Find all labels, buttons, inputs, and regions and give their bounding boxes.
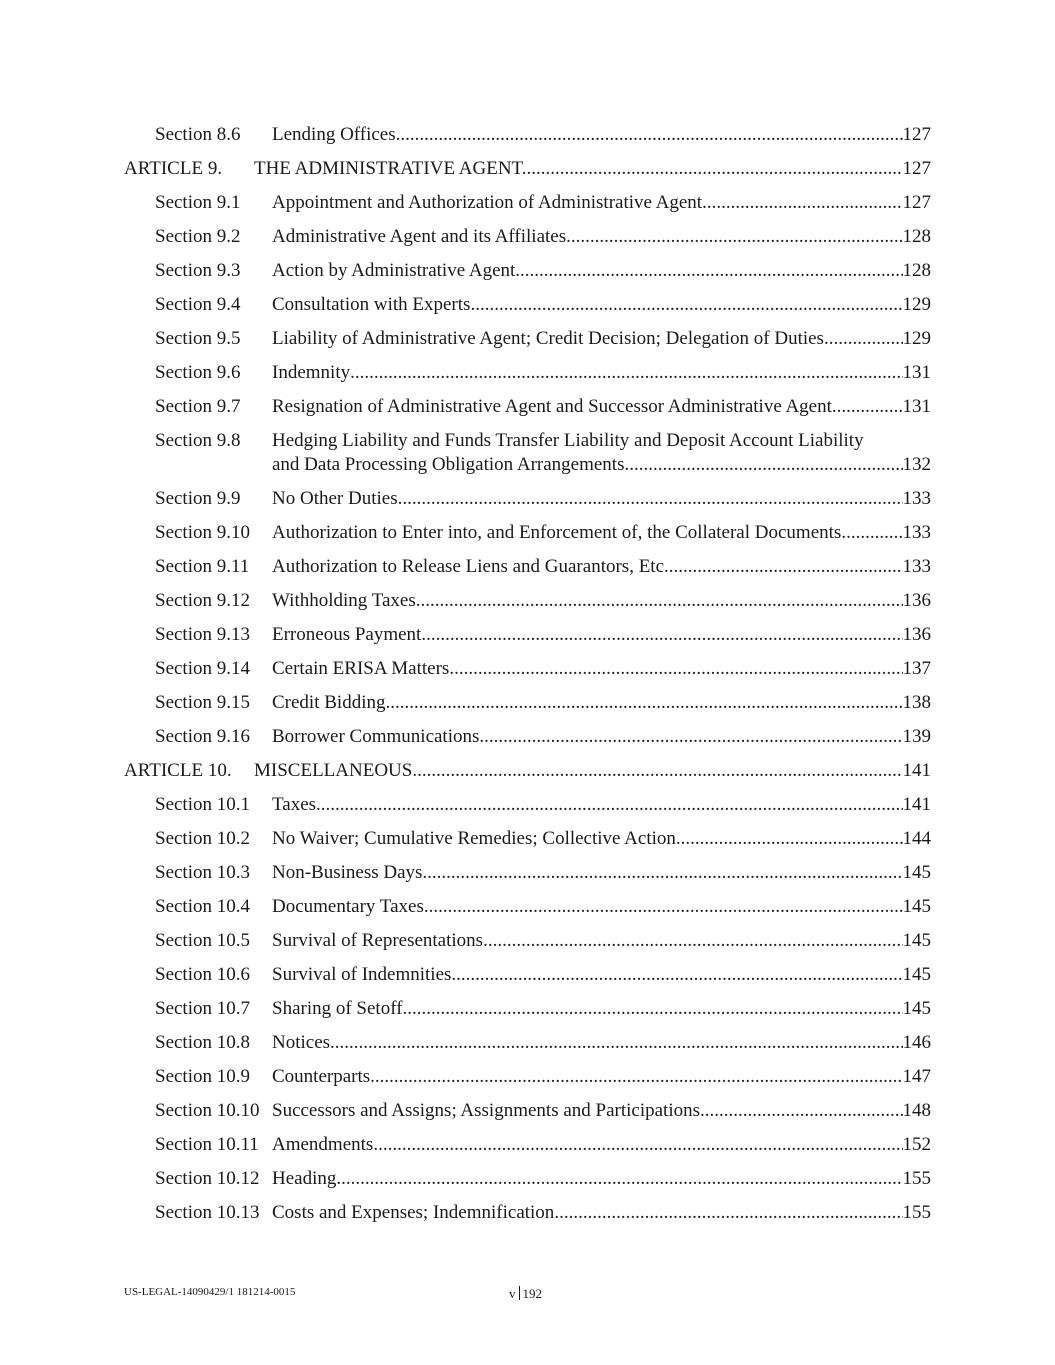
toc-entry-title: Sharing of Setoff: [272, 998, 403, 1019]
toc-entry-page: 129: [902, 328, 931, 349]
toc-entry-title-block: [272, 293, 931, 317]
dot-leader: [416, 589, 903, 613]
toc-entry-title-block: [272, 555, 931, 579]
toc-entry-title-block: [272, 487, 931, 511]
toc-entry-title: Resignation of Administrative Agent and Successor Administrative Agent: [272, 396, 832, 417]
dot-leader: [702, 191, 902, 215]
toc-entry-page: 147: [902, 1066, 931, 1087]
toc-entry-number: Section 10.3: [155, 862, 250, 883]
dot-leader: [527, 157, 903, 181]
toc-entry-number: Section 9.10: [155, 522, 250, 543]
dot-leader: [417, 759, 902, 783]
toc-entry-page: 129: [902, 294, 931, 315]
toc-entry-title-block: [272, 1167, 931, 1191]
toc-entry-number: Section 8.6: [155, 124, 241, 145]
toc-entry-title-block: [272, 191, 931, 215]
toc-entry-title-block: [272, 1031, 931, 1055]
toc-entry-page: 133: [902, 556, 931, 577]
dot-leader: [373, 1133, 902, 1157]
toc-entry-number: Section 9.13: [155, 624, 250, 645]
toc-section-entry[interactable]: [0, 793, 1055, 827]
toc-entry-number: Section 9.1: [155, 192, 241, 213]
dot-leader: [396, 123, 903, 147]
toc-section-entry[interactable]: [0, 623, 1055, 657]
toc-entry-number: Section 9.2: [155, 226, 241, 247]
toc-section-entry[interactable]: [0, 1167, 1055, 1201]
toc-article-entry[interactable]: [0, 759, 1055, 793]
toc-entry-number: Section 10.5: [155, 930, 250, 951]
toc-entry-title-block: [272, 395, 931, 419]
toc-entry-title-block: [272, 361, 931, 385]
toc-entry-title: Authorization to Release Liens and Guarantors, Etc: [272, 556, 665, 577]
toc-entry-page: 155: [902, 1168, 931, 1189]
toc-entry-page: 141: [902, 760, 931, 781]
toc-section-entry[interactable]: [0, 963, 1055, 997]
toc-section-entry[interactable]: [0, 929, 1055, 963]
toc-section-entry[interactable]: [0, 827, 1055, 861]
toc-entry-page: 146: [902, 1032, 931, 1053]
toc-entry-page: 155: [902, 1202, 931, 1223]
toc-section-entry[interactable]: [0, 725, 1055, 759]
dot-leader: [483, 929, 902, 953]
toc-section-entry[interactable]: [0, 1133, 1055, 1167]
toc-entry-page: 131: [902, 362, 931, 383]
toc-entry-title: Credit Bidding: [272, 692, 386, 713]
toc-entry-title-block: [272, 521, 931, 545]
toc-entry-page: 128: [902, 226, 931, 247]
toc-entry-title-block: [272, 429, 931, 477]
toc-section-entry[interactable]: [0, 1201, 1055, 1235]
toc-entry-title: Heading: [272, 1168, 337, 1189]
toc-entry-page: 145: [902, 896, 931, 917]
toc-entry-title: Appointment and Authorization of Administrative Agent: [272, 192, 703, 213]
dot-leader: [824, 327, 903, 351]
toc-section-entry[interactable]: [0, 657, 1055, 691]
toc-entry-page: 145: [902, 964, 931, 985]
toc-entry-number: Section 9.4: [155, 294, 241, 315]
toc-entry-number: Section 9.14: [155, 658, 250, 679]
toc-entry-page: 145: [902, 998, 931, 1019]
dot-leader: [449, 657, 902, 681]
toc-section-entry[interactable]: [0, 487, 1055, 521]
toc-entry-title: Amendments: [272, 1134, 374, 1155]
toc-entry-title-block: [272, 1065, 931, 1089]
toc-entry-title-block: [272, 589, 931, 613]
toc-entry-title: Action by Administrative Agent: [272, 260, 516, 281]
dot-leader: [422, 861, 902, 885]
dot-leader: [336, 1167, 902, 1191]
toc-entry-page: 139: [902, 726, 931, 747]
toc-entry-title: Costs and Expenses; Indemnification: [272, 1202, 555, 1223]
toc-entry-title: Liability of Administrative Agent; Credit Decision; Delegation of Duties: [272, 328, 824, 349]
toc-entry-title: Lending Offices: [272, 124, 396, 145]
toc-article-entry[interactable]: [0, 157, 1055, 191]
toc-entry-title-block: [272, 123, 931, 147]
toc-entry-title: Non-Business Days: [272, 862, 423, 883]
toc-entry-page: 127: [902, 192, 931, 213]
toc-entry-number: ARTICLE 10.: [124, 760, 232, 781]
toc-entry-title: Administrative Agent and its Affiliates: [272, 226, 567, 247]
toc-entry-title: Survival of Representations: [272, 930, 484, 951]
dot-leader: [385, 691, 902, 715]
toc-entry-title-block: [272, 1201, 931, 1225]
toc-entry-title-block: [272, 225, 931, 249]
toc-entry-title-block: [272, 963, 931, 987]
dot-leader: [676, 827, 903, 851]
toc-section-entry[interactable]: [0, 691, 1055, 725]
toc-entry-number: Section 9.8: [155, 430, 241, 451]
toc-entry-title: Consultation with Experts: [272, 294, 471, 315]
toc-entry-page: 145: [902, 862, 931, 883]
toc-entry-page: 127: [902, 158, 931, 179]
toc-entry-title-block: [254, 759, 931, 783]
toc-entry-title-block: [272, 327, 931, 351]
toc-section-entry[interactable]: [0, 589, 1055, 623]
toc-section-entry[interactable]: [0, 861, 1055, 895]
dot-leader: [841, 521, 902, 545]
toc-entry-page: 136: [902, 624, 931, 645]
toc-entry-page: 127: [902, 124, 931, 145]
toc-section-entry[interactable]: [0, 123, 1055, 157]
toc-entry-number: Section 10.10: [155, 1100, 260, 1121]
dot-leader: [451, 963, 902, 987]
toc-entry-number: Section 9.9: [155, 488, 241, 509]
toc-entry-title: Survival of Indemnities: [272, 964, 452, 985]
toc-entry-page: 131: [902, 396, 931, 417]
toc-entry-page: 137: [902, 658, 931, 679]
toc-entry-number: Section 9.16: [155, 726, 250, 747]
toc-entry-page: 144: [902, 828, 931, 849]
toc-entry-title-block: [272, 259, 931, 283]
toc-entry-page: 138: [902, 692, 931, 713]
footer-document-id: US-LEGAL-14090429/1 181214-0015: [124, 1286, 296, 1298]
dot-leader: [624, 453, 902, 477]
toc-entry-number: Section 9.7: [155, 396, 241, 417]
toc-entry-number: Section 10.11: [155, 1134, 259, 1155]
dot-leader: [421, 623, 902, 647]
toc-entry-title-block: [272, 895, 931, 919]
toc-entry-title: Taxes: [272, 794, 317, 815]
toc-entry-number: Section 10.6: [155, 964, 250, 985]
toc-entry-title: Counterparts: [272, 1066, 371, 1087]
toc-entry-page: 128: [902, 260, 931, 281]
dot-leader: [330, 1031, 902, 1055]
dot-leader: [350, 361, 902, 385]
dot-leader: [484, 725, 902, 749]
toc-entry-title: Authorization to Enter into, and Enforcement of, the Collateral Documents: [272, 522, 842, 543]
toc-section-entry[interactable]: [0, 327, 1055, 361]
dot-leader: [554, 1201, 902, 1225]
toc-entry-title-block: [272, 623, 931, 647]
toc-entry-title: MISCELLANEOUS.: [254, 760, 418, 781]
toc-entry-number: Section 10.2: [155, 828, 250, 849]
toc-entry-number: Section 10.1: [155, 794, 250, 815]
toc-entry-number: Section 10.8: [155, 1032, 250, 1053]
toc-entry-title: Borrower Communications.: [272, 726, 485, 747]
dot-leader: [566, 225, 902, 249]
toc-section-entry[interactable]: [0, 259, 1055, 293]
toc-entry-title: No Other Duties: [272, 488, 398, 509]
toc-entry-title: No Waiver; Cumulative Remedies; Collective Action: [272, 828, 676, 849]
toc-entry-number: Section 9.3: [155, 260, 241, 281]
toc-section-entry[interactable]: [0, 555, 1055, 589]
toc-entry-number: Section 10.9: [155, 1066, 250, 1087]
dot-leader: [700, 1099, 902, 1123]
toc-entry-title: Successors and Assigns; Assignments and Participations: [272, 1100, 701, 1121]
toc-entry-number: Section 9.5: [155, 328, 241, 349]
toc-entry-number: Section 9.15: [155, 692, 250, 713]
toc-entry-title-block: [272, 657, 931, 681]
footer-page-total: 192: [522, 1286, 542, 1301]
toc-section-entry[interactable]: [0, 895, 1055, 929]
table-of-contents: [0, 123, 1055, 1235]
toc-entry-page: 141: [902, 794, 931, 815]
toc-entry-title-block: [272, 793, 931, 817]
page-separator: [519, 1286, 520, 1300]
toc-entry-page: 152: [902, 1134, 931, 1155]
toc-entry-number: Section 10.4: [155, 896, 250, 917]
toc-entry-number: Section 10.12: [155, 1168, 260, 1189]
toc-entry-title-block: [272, 861, 931, 885]
toc-section-entry[interactable]: [0, 429, 1055, 487]
toc-entry-title: Indemnity: [272, 362, 351, 383]
toc-section-entry[interactable]: [0, 361, 1055, 395]
footer-page-number: [509, 1286, 542, 1302]
toc-section-entry[interactable]: [0, 293, 1055, 327]
toc-entry-title-block: [272, 929, 931, 953]
toc-entry-title-block: [272, 827, 931, 851]
toc-section-entry[interactable]: [0, 1031, 1055, 1065]
toc-entry-title-block: [272, 1133, 931, 1157]
toc-entry-page: 136: [902, 590, 931, 611]
dot-leader: [832, 395, 903, 419]
toc-entry-page: 145: [902, 930, 931, 951]
toc-entry-title: Withholding Taxes: [272, 590, 416, 611]
toc-entry-title-block: [272, 1099, 931, 1123]
toc-section-entry[interactable]: [0, 225, 1055, 259]
dot-leader: [470, 293, 902, 317]
toc-entry-number: Section 10.13: [155, 1202, 260, 1223]
toc-entry-title: and Data Processing Obligation Arrangements: [272, 454, 625, 475]
toc-entry-number: Section 9.6: [155, 362, 241, 383]
toc-entry-page: 133: [902, 488, 931, 509]
toc-entry-title-block: [272, 691, 931, 715]
dot-leader: [370, 1065, 902, 1089]
toc-entry-number: Section 9.11: [155, 556, 250, 577]
toc-entry-page: 148: [902, 1100, 931, 1121]
toc-section-entry[interactable]: [0, 191, 1055, 225]
toc-entry-title: Erroneous Payment: [272, 624, 422, 645]
dot-leader: [316, 793, 902, 817]
toc-entry-page: 132: [902, 454, 931, 475]
toc-section-entry[interactable]: [0, 521, 1055, 555]
dot-leader: [424, 895, 903, 919]
toc-entry-title: Documentary Taxes: [272, 896, 424, 917]
toc-section-entry[interactable]: [0, 1099, 1055, 1133]
toc-entry-number: Section 10.7: [155, 998, 250, 1019]
toc-entry-title: THE ADMINISTRATIVE AGENT.: [254, 158, 527, 179]
toc-entry-title-line1: Hedging Liability and Funds Transfer Liability and Deposit Account Liability: [272, 430, 864, 451]
toc-section-entry[interactable]: [0, 997, 1055, 1031]
toc-entry-number: Section 9.12: [155, 590, 250, 611]
toc-section-entry[interactable]: [0, 395, 1055, 429]
toc-entry-title: Notices: [272, 1032, 331, 1053]
dot-leader: [515, 259, 902, 283]
toc-entry-title-block: [254, 157, 931, 181]
toc-entry-title-block: [272, 997, 931, 1021]
toc-entry-page: 133: [902, 522, 931, 543]
toc-section-entry[interactable]: [0, 1065, 1055, 1099]
dot-leader: [664, 555, 902, 579]
dot-leader: [403, 997, 903, 1021]
toc-entry-title: Certain ERISA Matters: [272, 658, 450, 679]
footer-page-label: v: [509, 1286, 516, 1301]
toc-entry-title-block: [272, 725, 931, 749]
toc-entry-number: ARTICLE 9.: [124, 158, 223, 179]
dot-leader: [398, 487, 903, 511]
